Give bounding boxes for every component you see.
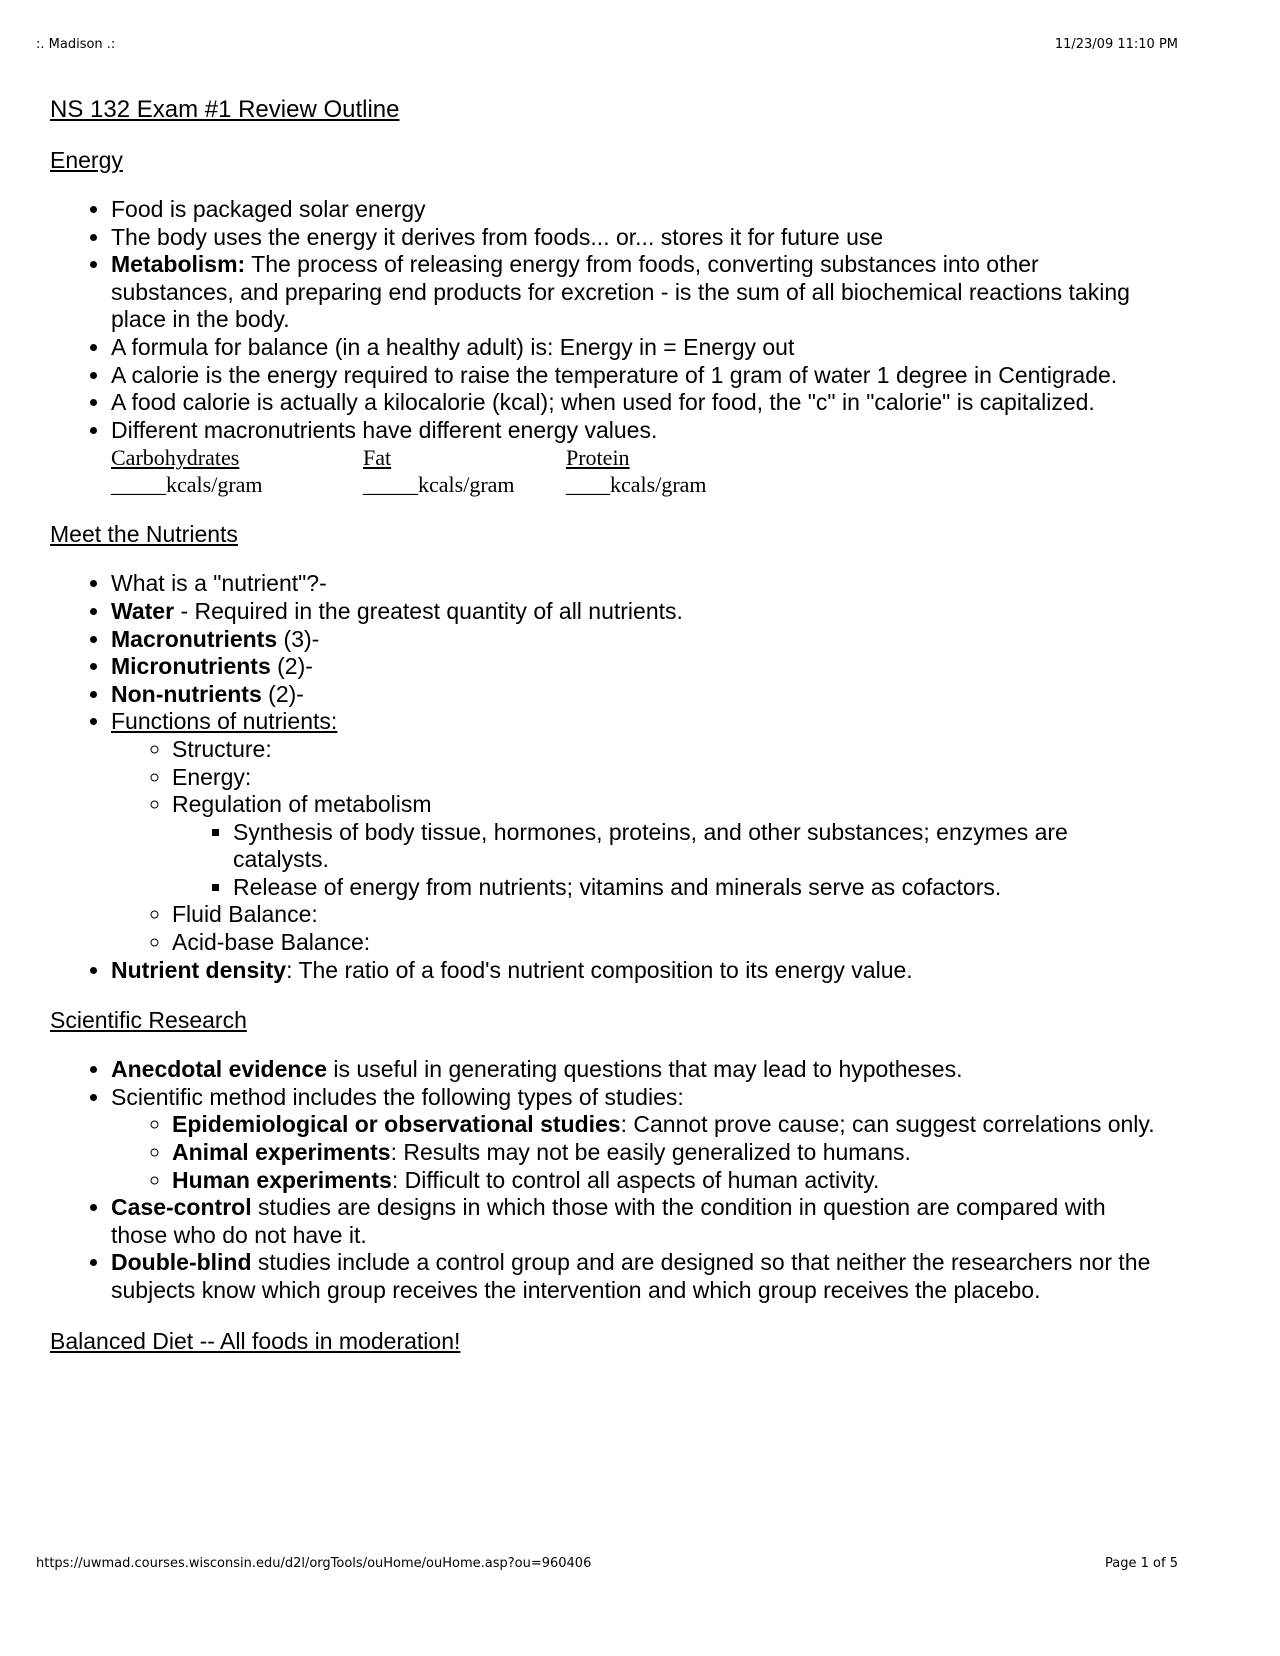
list-item: • A calorie is the energy required to raise the temperature of 1 gram of water 1 degree in Centigrade. — [111, 362, 1160, 390]
list-item: • Scientific method includes the following types of studies: ◦ Epidemiological or observational studies: Cannot prove cause; can suggest correlations only. ◦ Animal experiments: Results may not be easily generalized to humans. ◦ Human experiments: Difficult to control all aspects of human activity. — [111, 1084, 1160, 1194]
list-item: • Food is packaged solar energy — [111, 196, 1160, 224]
blank-fat: _____kcals/gram — [363, 471, 515, 497]
list-item — [111, 708, 1160, 956]
footer-url: https://uwmad.courses.wisconsin.edu/d2l/orgTools/ouHome/ouHome.asp?ou=960406 — [36, 1556, 592, 1571]
list-item: • Micronutrients (2)- — [111, 653, 1160, 681]
list-item: • Metabolism: The process of releasing energy from foods, converting substances into other substances, and preparing end products for excretion - is the sum of all biochemical reactions taking place in the body. — [111, 251, 1160, 334]
section-heading-balanced-diet: Balanced Diet -- All foods in moderation! — [50, 1327, 461, 1354]
research-list — [50, 1056, 1160, 1304]
nutrients-list — [50, 570, 1160, 984]
section-heading-nutrients: Meet the Nutrients — [50, 521, 238, 548]
col-protein: Protein — [566, 445, 630, 471]
list-item: • Different macronutrients have different energy values. Carbohydrates Fat Protein _____kcals/gram _____kcals/gram ____kcals/gram — [111, 417, 1160, 499]
header-timestamp: 11/23/09 11:10 PM — [1054, 37, 1178, 52]
section-heading-research: Scientific Research — [50, 1007, 247, 1034]
term: Metabolism: — [111, 251, 246, 278]
term: Double-blind — [111, 1249, 252, 1276]
list-item: ◦ Epidemiological or observational studies: Cannot prove cause; can suggest correlations only. — [172, 1111, 1160, 1139]
page-title: NS 132 Exam #1 Review Outline — [50, 96, 400, 123]
list-item: • Nutrient density: The ratio of a food's nutrient composition to its energy value. — [111, 957, 1160, 985]
list-item: • Anecdotal evidence is useful in generating questions that may lead to hypotheses. — [111, 1056, 1160, 1084]
list-item: • Double-blind studies include a control group and are designed so that neither the researchers nor the subjects know which group receives the intervention and which group receives the placebo. — [111, 1249, 1160, 1304]
list-item: • Non-nutrients (2)- — [111, 681, 1160, 709]
list-item: • Macronutrients (3)- — [111, 626, 1160, 654]
term: Nutrient density — [111, 956, 287, 983]
term: Macronutrients — [111, 625, 278, 652]
energy-list — [50, 196, 1160, 498]
section-heading-energy: Energy — [50, 147, 123, 173]
term: Water — [111, 597, 175, 624]
list-item: ▪ Synthesis of body tissue, hormones, proteins, and other substances; enzymes are catalysts. — [233, 819, 1160, 874]
list-item: • The body uses the energy it derives from foods... or... stores it for future use — [111, 224, 1160, 252]
list-item: • Case-control studies are designs in which those with the condition in question are compared with those who do not have it. — [111, 1194, 1160, 1249]
term: Animal experiments — [172, 1139, 391, 1166]
document-body — [50, 96, 1160, 1377]
blank-protein: ____kcals/gram — [566, 471, 707, 497]
list-item: ◦ Acid-base Balance: — [172, 929, 1160, 957]
term: Anecdotal evidence — [111, 1056, 328, 1083]
list-item: ◦ Regulation of metabolism ▪ Synthesis of body tissue, hormones, proteins, and other substances; enzymes are catalysts. ▪ Release of energy from nutrients; vitamins and minerals serve as cofactors. — [172, 791, 1160, 901]
blank-carbohydrates: _____kcals/gram — [111, 471, 263, 497]
term: Case-control — [111, 1194, 252, 1221]
term: Epidemiological or observational studies — [172, 1111, 621, 1138]
list-item: • Water - Required in the greatest quantity of all nutrients. — [111, 598, 1160, 626]
term: Human experiments — [172, 1166, 392, 1193]
regulation-list — [172, 819, 1160, 902]
study-types-list — [111, 1111, 1160, 1194]
list-item: ◦ Human experiments: Difficult to control all aspects of human activity. — [172, 1167, 1160, 1195]
list-item: ◦ Energy: — [172, 764, 1160, 792]
energy-values-table — [111, 445, 707, 498]
subheading-functions: Functions of nutrients: — [111, 708, 338, 735]
list-item: • A food calorie is actually a kilocalorie (kcal); when used for food, the "c" in "calorie" is capitalized. — [111, 389, 1160, 417]
list-item: • A formula for balance (in a healthy adult) is: Energy in = Energy out — [111, 334, 1160, 362]
list-item: ◦ Fluid Balance: — [172, 901, 1160, 929]
header-site-title: :. Madison .: — [36, 37, 116, 52]
col-carbohydrates: Carbohydrates — [111, 445, 240, 471]
functions-list — [111, 736, 1160, 957]
term: Non-nutrients — [111, 680, 262, 707]
list-item: ▪ Release of energy from nutrients; vitamins and minerals serve as cofactors. — [233, 874, 1160, 902]
term: Micronutrients — [111, 653, 271, 680]
list-item: ◦ Animal experiments: Results may not be easily generalized to humans. — [172, 1139, 1160, 1167]
footer-page-number: Page 1 of 5 — [1105, 1556, 1178, 1571]
list-item: • What is a "nutrient"?- — [111, 570, 1160, 598]
col-fat: Fat — [363, 445, 392, 471]
list-item: ◦ Structure: — [172, 736, 1160, 764]
